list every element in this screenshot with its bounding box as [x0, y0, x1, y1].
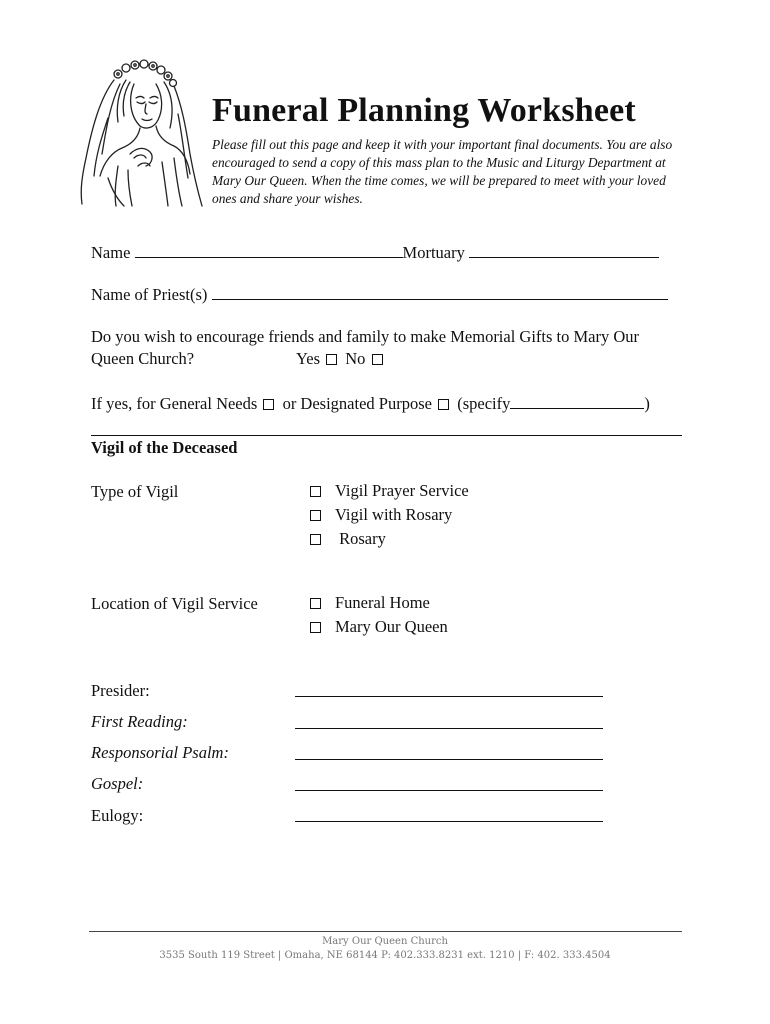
priest-row [91, 285, 668, 305]
section-divider [91, 435, 682, 436]
specify-label: (specify [457, 394, 511, 413]
vigil-location-label: Location of Vigil Service [91, 594, 258, 613]
page-title: Funeral Planning Worksheet [212, 92, 636, 129]
vigil-prayer-service-checkbox[interactable] [310, 486, 321, 497]
footer-rule [89, 931, 682, 932]
vigil-prayer-service-label: Vigil Prayer Service [335, 481, 469, 500]
vigil-section-title: Vigil of the Deceased [91, 438, 238, 457]
vigil-option-prayer-service[interactable] [310, 479, 469, 503]
mortuary-field[interactable] [469, 243, 659, 258]
no-checkbox[interactable] [372, 354, 383, 365]
rosary-label: Rosary [335, 529, 386, 548]
vigil-option-rosary[interactable] [310, 527, 469, 551]
psalm-label: Responsorial Psalm: [91, 743, 229, 762]
funeral-home-checkbox[interactable] [310, 598, 321, 609]
memorial-question-line2 [91, 349, 194, 369]
vigil-with-rosary-label: Vigil with Rosary [335, 505, 453, 524]
vigil-type-label: Type of Vigil [91, 482, 179, 501]
mortuary-label: Mortuary [402, 243, 465, 262]
eulogy-field[interactable] [295, 821, 603, 822]
footer-address: 3535 South 119 Street | Omaha, NE 68144 P: 402.333.8231 ext. 1210 | F: 402. 333.4504 [159, 950, 611, 961]
mary-illustration [78, 58, 206, 208]
specify-close: ) [644, 394, 650, 413]
vigil-type-options [310, 479, 469, 551]
specify-field[interactable] [510, 394, 644, 409]
memorial-purpose-row [91, 394, 650, 414]
name-row [91, 243, 659, 263]
general-needs-label: If yes, for General Needs [91, 394, 258, 413]
mary-our-queen-checkbox[interactable] [310, 622, 321, 633]
yes-checkbox[interactable] [326, 354, 337, 365]
memorial-question-end: Queen Church? [91, 349, 195, 368]
mary-our-queen-label: Mary Our Queen [335, 617, 448, 636]
general-needs-checkbox[interactable] [263, 399, 274, 410]
designated-purpose-checkbox[interactable] [438, 399, 449, 410]
vigil-option-with-rosary[interactable] [310, 503, 469, 527]
no-label: No [345, 349, 366, 368]
priest-label: Name of Priest(s) [91, 285, 208, 304]
flower-crown [114, 60, 177, 87]
intro-text: Please fill out this page and keep it with your important final documents. You are also encouraged to send a copy of this mass plan to the Music and Liturgy Department at Mary Our Queen. When the time comes, we will be prepared to meet with your loved ones and share your wishes. [212, 137, 673, 206]
eulogy-label: Eulogy: [91, 806, 144, 825]
location-option-funeral-home[interactable] [310, 591, 448, 615]
footer-church: Mary Our Queen Church [322, 936, 448, 947]
priest-field[interactable] [212, 285, 668, 300]
name-field[interactable] [135, 243, 403, 258]
funeral-home-label: Funeral Home [335, 593, 430, 612]
memorial-question-line1: Do you wish to encourage friends and family to make Memorial Gifts to Mary Our [91, 327, 640, 346]
gospel-field[interactable] [295, 790, 603, 791]
name-label: Name [91, 243, 131, 262]
gospel-label: Gospel: [91, 774, 144, 793]
designated-purpose-label: or Designated Purpose [282, 394, 432, 413]
yes-label: Yes [296, 349, 321, 368]
first-reading-field[interactable] [295, 728, 603, 729]
vigil-location-options [310, 591, 448, 639]
location-option-mary-our-queen[interactable] [310, 615, 448, 639]
yes-no-group [296, 349, 387, 369]
presider-label: Presider: [91, 681, 150, 700]
vigil-with-rosary-checkbox[interactable] [310, 510, 321, 521]
psalm-field[interactable] [295, 759, 603, 760]
presider-field[interactable] [295, 696, 603, 697]
rosary-checkbox[interactable] [310, 534, 321, 545]
first-reading-label: First Reading: [91, 712, 188, 731]
